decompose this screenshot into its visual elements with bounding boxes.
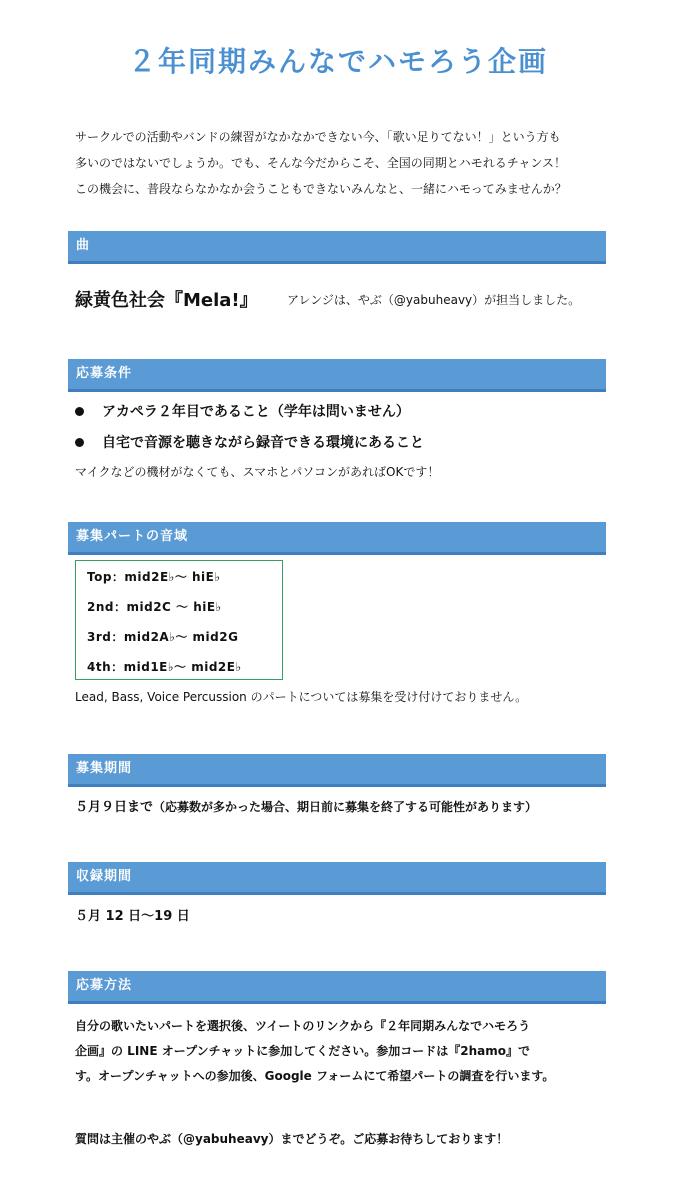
recording-dates: ５月 12 日～19 日 (75, 909, 190, 924)
song-title: 緑黄色社会『Mela!』 (75, 290, 258, 311)
intro-text (75, 124, 605, 202)
intro-line: この機会に、普段ならなかなか会うこともできないみんなと、一緒にハモってみませんか？ (75, 182, 567, 196)
part-range: 2nd：mid2C ～ hiE♭ (87, 600, 222, 614)
deadline-note: （応募数が多かった場合、期日前に募集を終了する可能性があります） (153, 800, 538, 814)
condition-text: アカペラ２年目であること（学年は問いません） (102, 404, 410, 420)
condition-item (75, 432, 424, 452)
parts-note: Lead, Bass, Voice Percussion のパートについては募集を受け付けておりません。 (75, 690, 528, 704)
section-heading-recording: 収録期間 (68, 862, 606, 895)
method-text (75, 1014, 610, 1089)
condition-text: 自宅で音源を聴きながら録音できる環境にあること (102, 435, 424, 451)
method-line: 自分の歌いたいパートを選択後、ツイートのリンクから『２年同期みんなでハモろう (75, 1019, 531, 1033)
section-heading-period: 募集期間 (68, 754, 606, 787)
section-heading-song: 曲 (68, 231, 606, 264)
condition-item (75, 401, 410, 421)
bullet-icon (75, 407, 84, 416)
deadline-date: ５月９日まで (75, 800, 154, 815)
bullet-icon (75, 438, 84, 447)
conditions-note: マイクなどの機材がなくても、スマホとパソコンがあればOKです！ (75, 465, 440, 479)
arranger-note: アレンジは、やぶ（@yabuheavy）が担当しました。 (287, 293, 581, 307)
section-heading-conditions: 応募条件 (68, 359, 606, 392)
section-heading-method: 応募方法 (68, 971, 606, 1004)
method-line: 企画』の LINE オープンチャットに参加してください。参加コードは『2hamo』で (75, 1044, 531, 1058)
part-range: Top：mid2E♭～ hiE♭ (87, 570, 221, 584)
section-heading-parts: 募集パートの音域 (68, 522, 606, 555)
intro-line: サークルでの活動やバンドの練習がなかなかできない今、「歌い足りてない！」という方も (75, 130, 561, 144)
deadline (75, 796, 537, 815)
contact-note: 質問は主催のやぶ（@yabuheavy）までどうぞ。ご応募お待ちしております！ (75, 1132, 509, 1146)
method-line: す。オープンチャットへの参加後、Google フォームにて希望パートの調査を行います。 (75, 1069, 555, 1083)
page-title: ２年同期みんなでハモろう企画 (127, 45, 548, 78)
intro-line: 多いのではないでしょうか。でも、そんな今だからこそ、全国の同期とハモれるチャンス！ (75, 156, 567, 170)
part-range: 4th：mid1E♭～ mid2E♭ (87, 660, 242, 674)
part-range: 3rd：mid2A♭～ mid2G (87, 630, 239, 644)
